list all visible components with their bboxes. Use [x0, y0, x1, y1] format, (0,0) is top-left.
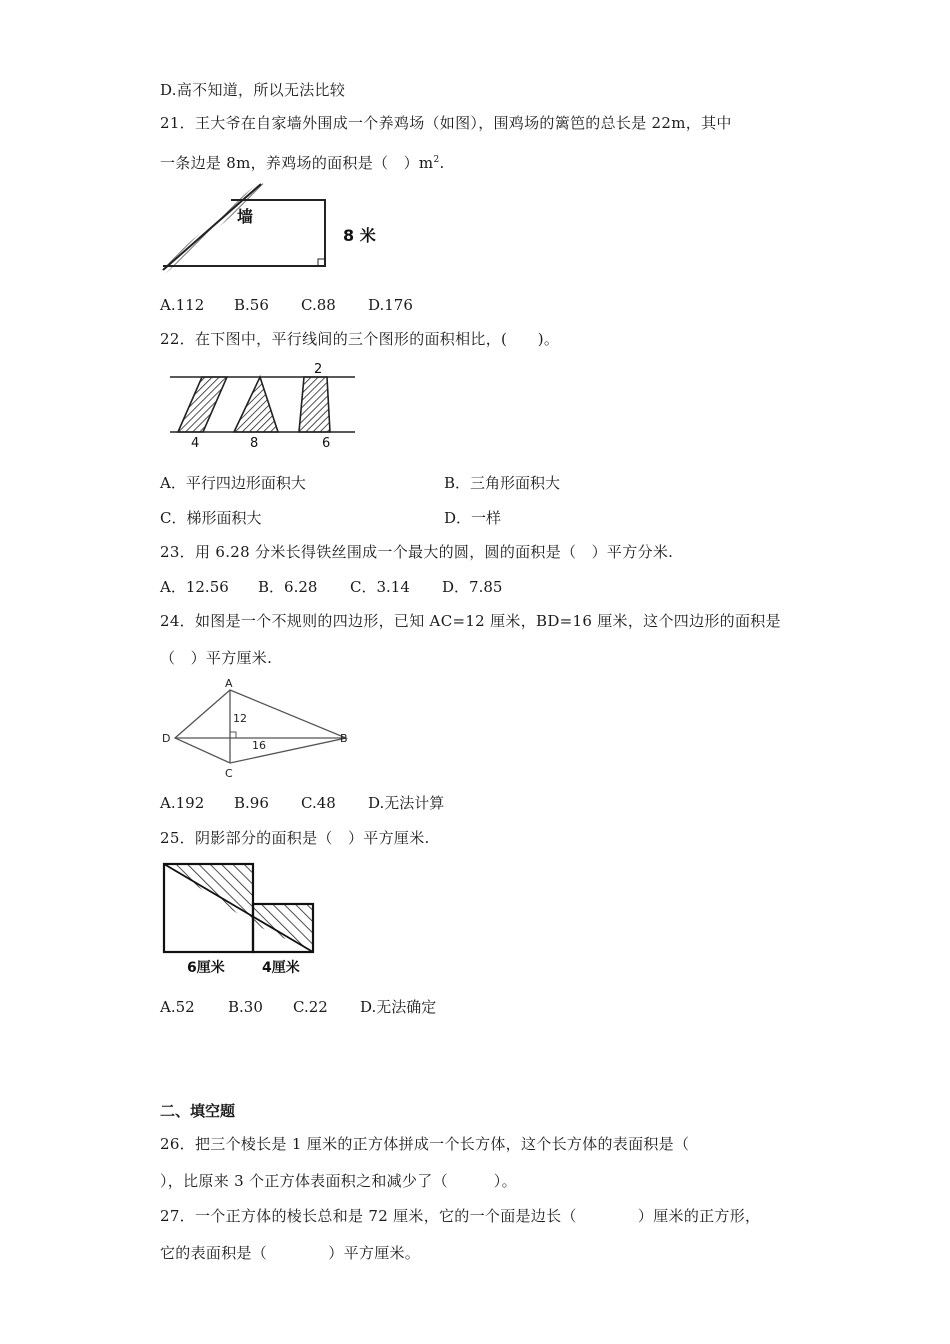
q21-side-label: 8 米 — [343, 226, 376, 245]
q22-option-b: B．三角形面积大 — [444, 474, 561, 492]
q23-option-b: B．6.28 — [258, 578, 318, 596]
q25-squares-figure — [160, 860, 330, 980]
q22-trapezoid — [299, 377, 330, 432]
q25-option-d: D.无法确定 — [360, 998, 437, 1016]
q24-option-b: B.96 — [234, 794, 269, 812]
q25-option-b: B.30 — [228, 998, 263, 1016]
q24-option-c: C.48 — [301, 794, 336, 812]
q22-stem: 22．在下图中，平行线间的三个图形的面积相比，( )。 — [160, 330, 560, 348]
q26-stem-line1: 26．把三个棱长是 1 厘米的正方体拼成一个长方体，这个长方体的表面积是（ — [160, 1135, 690, 1153]
q22-parallelogram — [178, 377, 227, 432]
q21-unit-superscript: 2 — [433, 155, 440, 165]
q27-stem-line2: 它的表面积是（ ）平方厘米。 — [160, 1244, 421, 1262]
q24-quadrilateral — [175, 690, 346, 763]
q25-option-a: A.52 — [160, 998, 195, 1016]
q22-bottom-label-triangle: 8 — [250, 436, 259, 451]
q25-right-width-label: 4厘米 — [262, 960, 300, 976]
q26-stem-line2: ），比原来 3 个正方体表面积之和减少了（ ）。 — [160, 1172, 517, 1190]
q21-option-a: A.112 — [160, 296, 205, 314]
q24-stem-line2: （ ）平方厘米. — [160, 649, 273, 667]
q25-left-width-label: 6厘米 — [187, 960, 225, 976]
q24-stem-line1: 24．如图是一个不规则的四边形，已知 AC=12 厘米，BD=16 厘米，这个四边形的面积是 — [160, 612, 781, 630]
q21-right-angle-mark — [318, 259, 325, 266]
q22-option-d: D．一样 — [444, 509, 502, 527]
q22-parallel-figure — [165, 360, 365, 455]
q24-bd-length-label: 16 — [252, 739, 266, 752]
q24-vertex-a: A — [225, 677, 233, 690]
q24-vertex-d: D — [162, 732, 171, 745]
q23-option-c: C．3.14 — [350, 578, 410, 596]
q21-option-c: C.88 — [301, 296, 336, 314]
q24-vertex-c: C — [225, 767, 233, 780]
q25-option-c: C.22 — [293, 998, 328, 1016]
q23-option-d: D．7.85 — [442, 578, 503, 596]
section-fill-in-title: 二、填空题 — [160, 1102, 236, 1120]
q25-shaded-triangle-left — [164, 864, 253, 924]
q21-wall-label: 墙 — [237, 207, 254, 226]
q23-option-a: A．12.56 — [160, 578, 229, 596]
q27-stem-line1: 27．一个正方体的棱长总和是 72 厘米，它的一个面是边长（ ）厘米的正方形， — [160, 1207, 761, 1225]
q21-stem-line2: 一条边是 8m，养鸡场的面积是（ ）$m^2$. — [160, 154, 445, 172]
q24-option-a: A.192 — [160, 794, 205, 812]
q24-option-d: D.无法计算 — [368, 794, 445, 812]
q22-option-a: A．平行四边形面积大 — [160, 474, 306, 492]
q24-quadrilateral-figure — [158, 675, 358, 785]
q20-option-d: D.高不知道，所以无法比较 — [160, 81, 346, 99]
q21-option-b: B.56 — [234, 296, 269, 314]
q21-chicken-coop-figure — [155, 178, 395, 278]
q24-vertex-b: B — [340, 732, 348, 745]
q24-right-angle-mark — [230, 732, 236, 738]
q22-bottom-label-trapezoid: 6 — [322, 436, 331, 451]
q22-top-label: 2 — [314, 362, 323, 377]
q22-option-c: C．梯形面积大 — [160, 509, 262, 527]
q21-stem-line1: 21．王大爷在自家墙外围成一个养鸡场（如图），围鸡场的篱笆的总长是 22m，其中 — [160, 114, 732, 132]
q23-stem: 23．用 6.28 分米长得铁丝围成一个最大的圆，圆的面积是（ ）平方分米. — [160, 543, 674, 561]
q25-stem: 25．阴影部分的面积是（ ）平方厘米. — [160, 829, 430, 847]
q22-bottom-label-parallelogram: 4 — [191, 436, 200, 451]
q21-option-d: D.176 — [368, 296, 413, 314]
q21-wall-line — [163, 184, 261, 270]
q24-ac-length-label: 12 — [233, 712, 247, 725]
q22-triangle — [234, 377, 278, 432]
